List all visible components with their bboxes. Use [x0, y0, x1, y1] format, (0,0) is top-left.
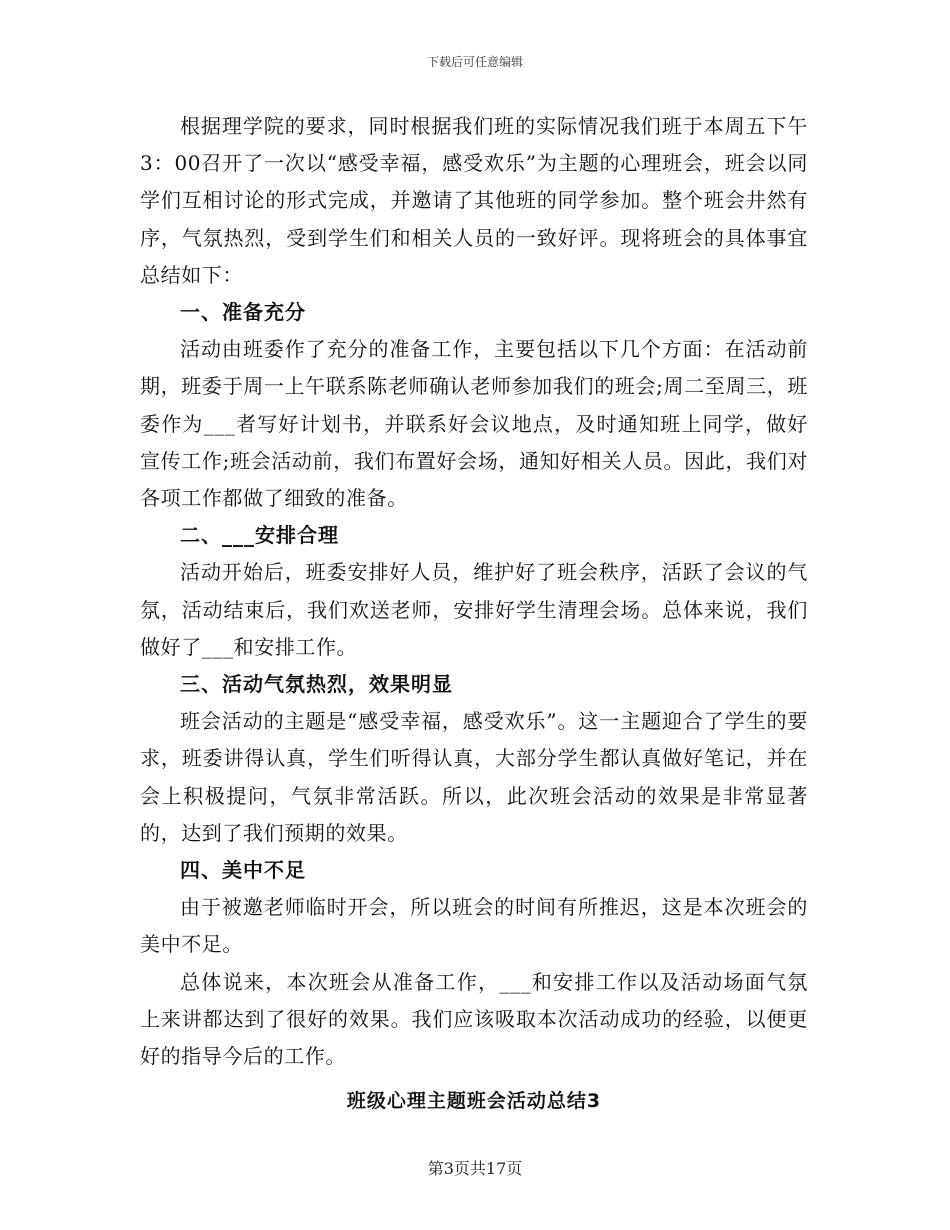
section-4-heading: 四、美中不足: [180, 858, 306, 883]
section-1-heading: 一、准备充分: [180, 300, 306, 325]
page-number-footer: 第3页共17页: [427, 1159, 523, 1178]
section-3-paragraph: 班会活动的主题是“感受幸福，感受欢乐”。这一主题迎合了学生的要求，班委讲得认真，学生们听得认真，大部分学生都认真做好笔记，并在会上积极提问，气氛非常活跃。所以，此次班会活动的效果是非常显著的，达到了我们预期的效果。: [140, 709, 808, 845]
section-1-paragraph: 活动由班委作了充分的准备工作，主要包括以下几个方面：在活动前期，班委于周一上午联系陈老师确认老师参加我们的班会;周二至周三，班委作为___者写好计划书，并联系好会议地点，及时通知班上同学，做好宣传工作;班会活动前，我们布置好会场，通知好相关人员。因此，我们对各项工作都做了细致的准备。: [140, 337, 808, 511]
next-document-title: 班级心理主题班会活动总结3: [346, 1090, 602, 1113]
section-4-paragraph: 由于被邀老师临时开会，所以班会的时间有所推迟，这是本次班会的美中不足。: [140, 895, 808, 957]
document-body: [140, 108, 808, 1120]
intro-paragraph: 根据理学院的要求，同时根据我们班的实际情况我们班于本周五下午3：00召开了一次以“感受幸福，感受欢乐”为主题的心理班会，班会以同学们互相讨论的形式完成，并邀请了其他班的同学参加。整个班会井然有序，气氛热烈，受到学生们和相关人员的一致好评。现将班会的具体事宜总结如下：: [140, 114, 808, 287]
section-2-heading: 二、___安排合理: [180, 523, 339, 548]
section-2-paragraph: 活动开始后，班委安排好人员，维护好了班会秩序，活跃了会议的气氛，活动结束后，我们欢送老师，安排好学生清理会场。总体来说，我们做好了___和安排工作。: [140, 560, 808, 659]
page-header-note: 下载后可任意编辑: [426, 55, 523, 69]
conclusion-paragraph: 总体说来，本次班会从准备工作，___和安排工作以及活动场面气氛上来讲都达到了很好的效果。我们应该吸取本次活动成功的经验，以便更好的指导今后的工作。: [140, 969, 808, 1069]
section-3-heading: 三、活动气氛热烈，效果明显: [180, 672, 453, 697]
